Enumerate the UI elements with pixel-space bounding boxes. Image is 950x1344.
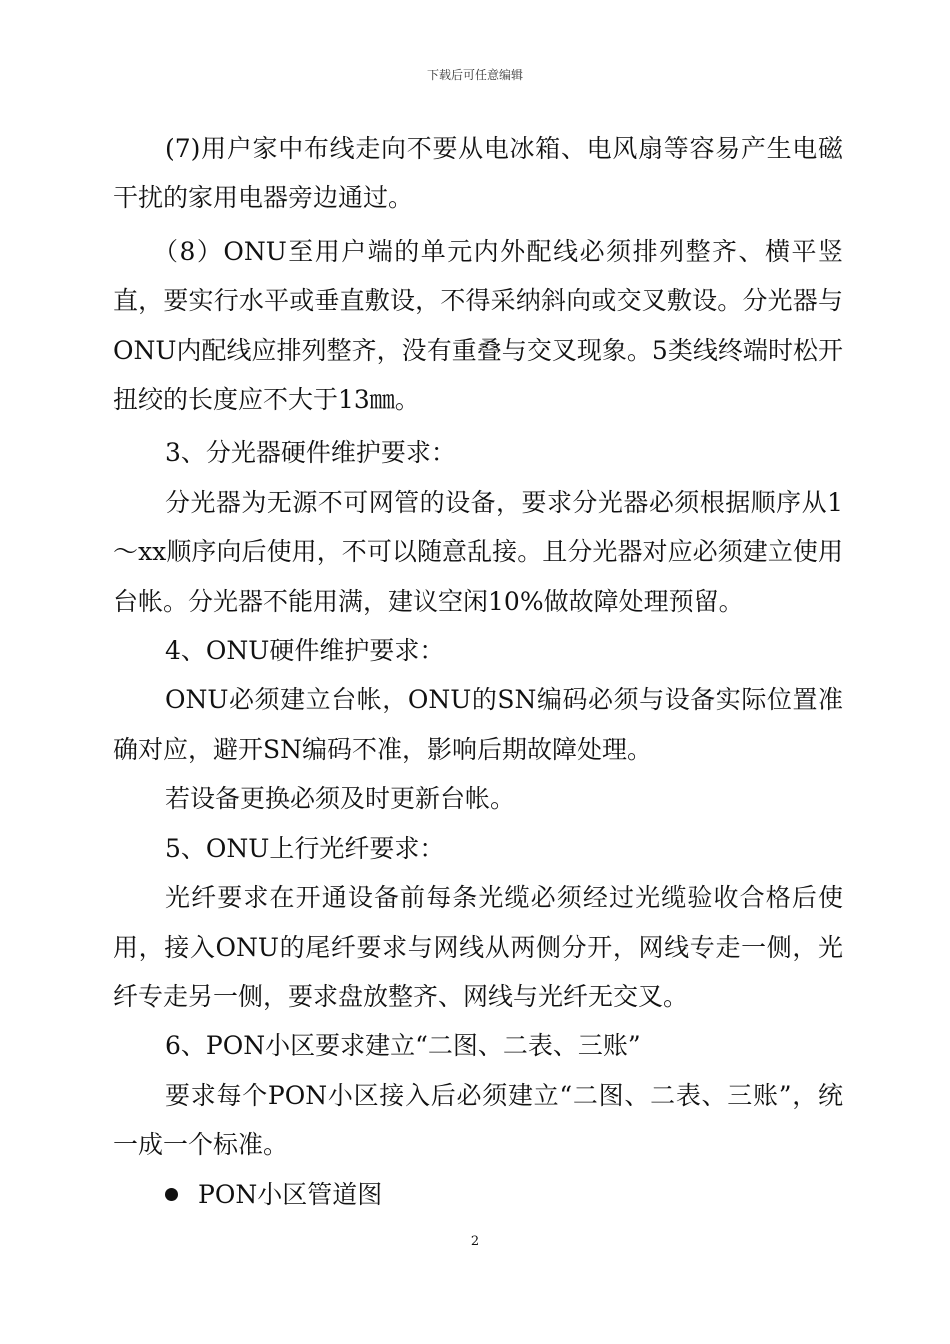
section-heading-uplink-fiber: 5、ONU上行光纤要求： bbox=[165, 833, 445, 863]
bullet-item-label: PON小区管道图 bbox=[198, 1179, 383, 1209]
section-heading-pon-community: 6、PON小区要求建立“二图、二表、三账” bbox=[165, 1031, 641, 1061]
paragraph-pon-standard: 要求每个PON小区接入后必须建立“二图、二表、三账”，统一成一个标准。 bbox=[113, 1080, 843, 1160]
section-heading-onu: 4、ONU硬件维护要求： bbox=[165, 636, 445, 666]
document-body bbox=[113, 124, 843, 1219]
paragraph-device-replacement: 若设备更换必须及时更新台帐。 bbox=[165, 784, 516, 814]
section-heading-splitter: 3、分光器硬件维护要求： bbox=[165, 438, 456, 468]
paragraph-onu-ledger: ONU必须建立台帐，ONU的SN编码必须与设备实际位置准确对应，避开SN编码不准，影响后期故障处理。 bbox=[113, 685, 843, 764]
paragraph-splitter-requirements: 分光器为无源不可网管的设备，要求分光器必须根据顺序从1～xx顺序向后使用，不可以随意乱接。且分光器对应必须建立使用台帐。分光器不能用满，建议空闲10%做故障处理预留。 bbox=[113, 487, 843, 616]
bullet-dot-icon bbox=[165, 1188, 178, 1201]
paragraph-item-7: (7)用户家中布线走向不要从电冰箱、电风扇等容易产生电磁干扰的家用电器旁边通过。 bbox=[113, 134, 843, 213]
paragraph-item-8: （8）ONU至用户端的单元内外配线必须排列整齐、横平竖直，要实行水平或垂直敷设，不得采纳斜向或交叉敷设。分光器与ONU内配线应排列整齐，没有重叠与交叉现象。5类线终端时松开扭绞的长度应不大于13㎜。 bbox=[113, 236, 843, 415]
paragraph-fiber-requirements: 光纤要求在开通设备前每条光缆必须经过光缆验收合格后使用，接入ONU的尾纤要求与网线从两侧分开，网线专走一侧，光纤专走另一侧，要求盘放整齐、网线与光纤无交叉。 bbox=[113, 883, 843, 1011]
page-header: 下载后可任意编辑 bbox=[426, 68, 523, 82]
page-number: 2 bbox=[470, 1234, 480, 1249]
bullet-item bbox=[113, 1170, 843, 1219]
